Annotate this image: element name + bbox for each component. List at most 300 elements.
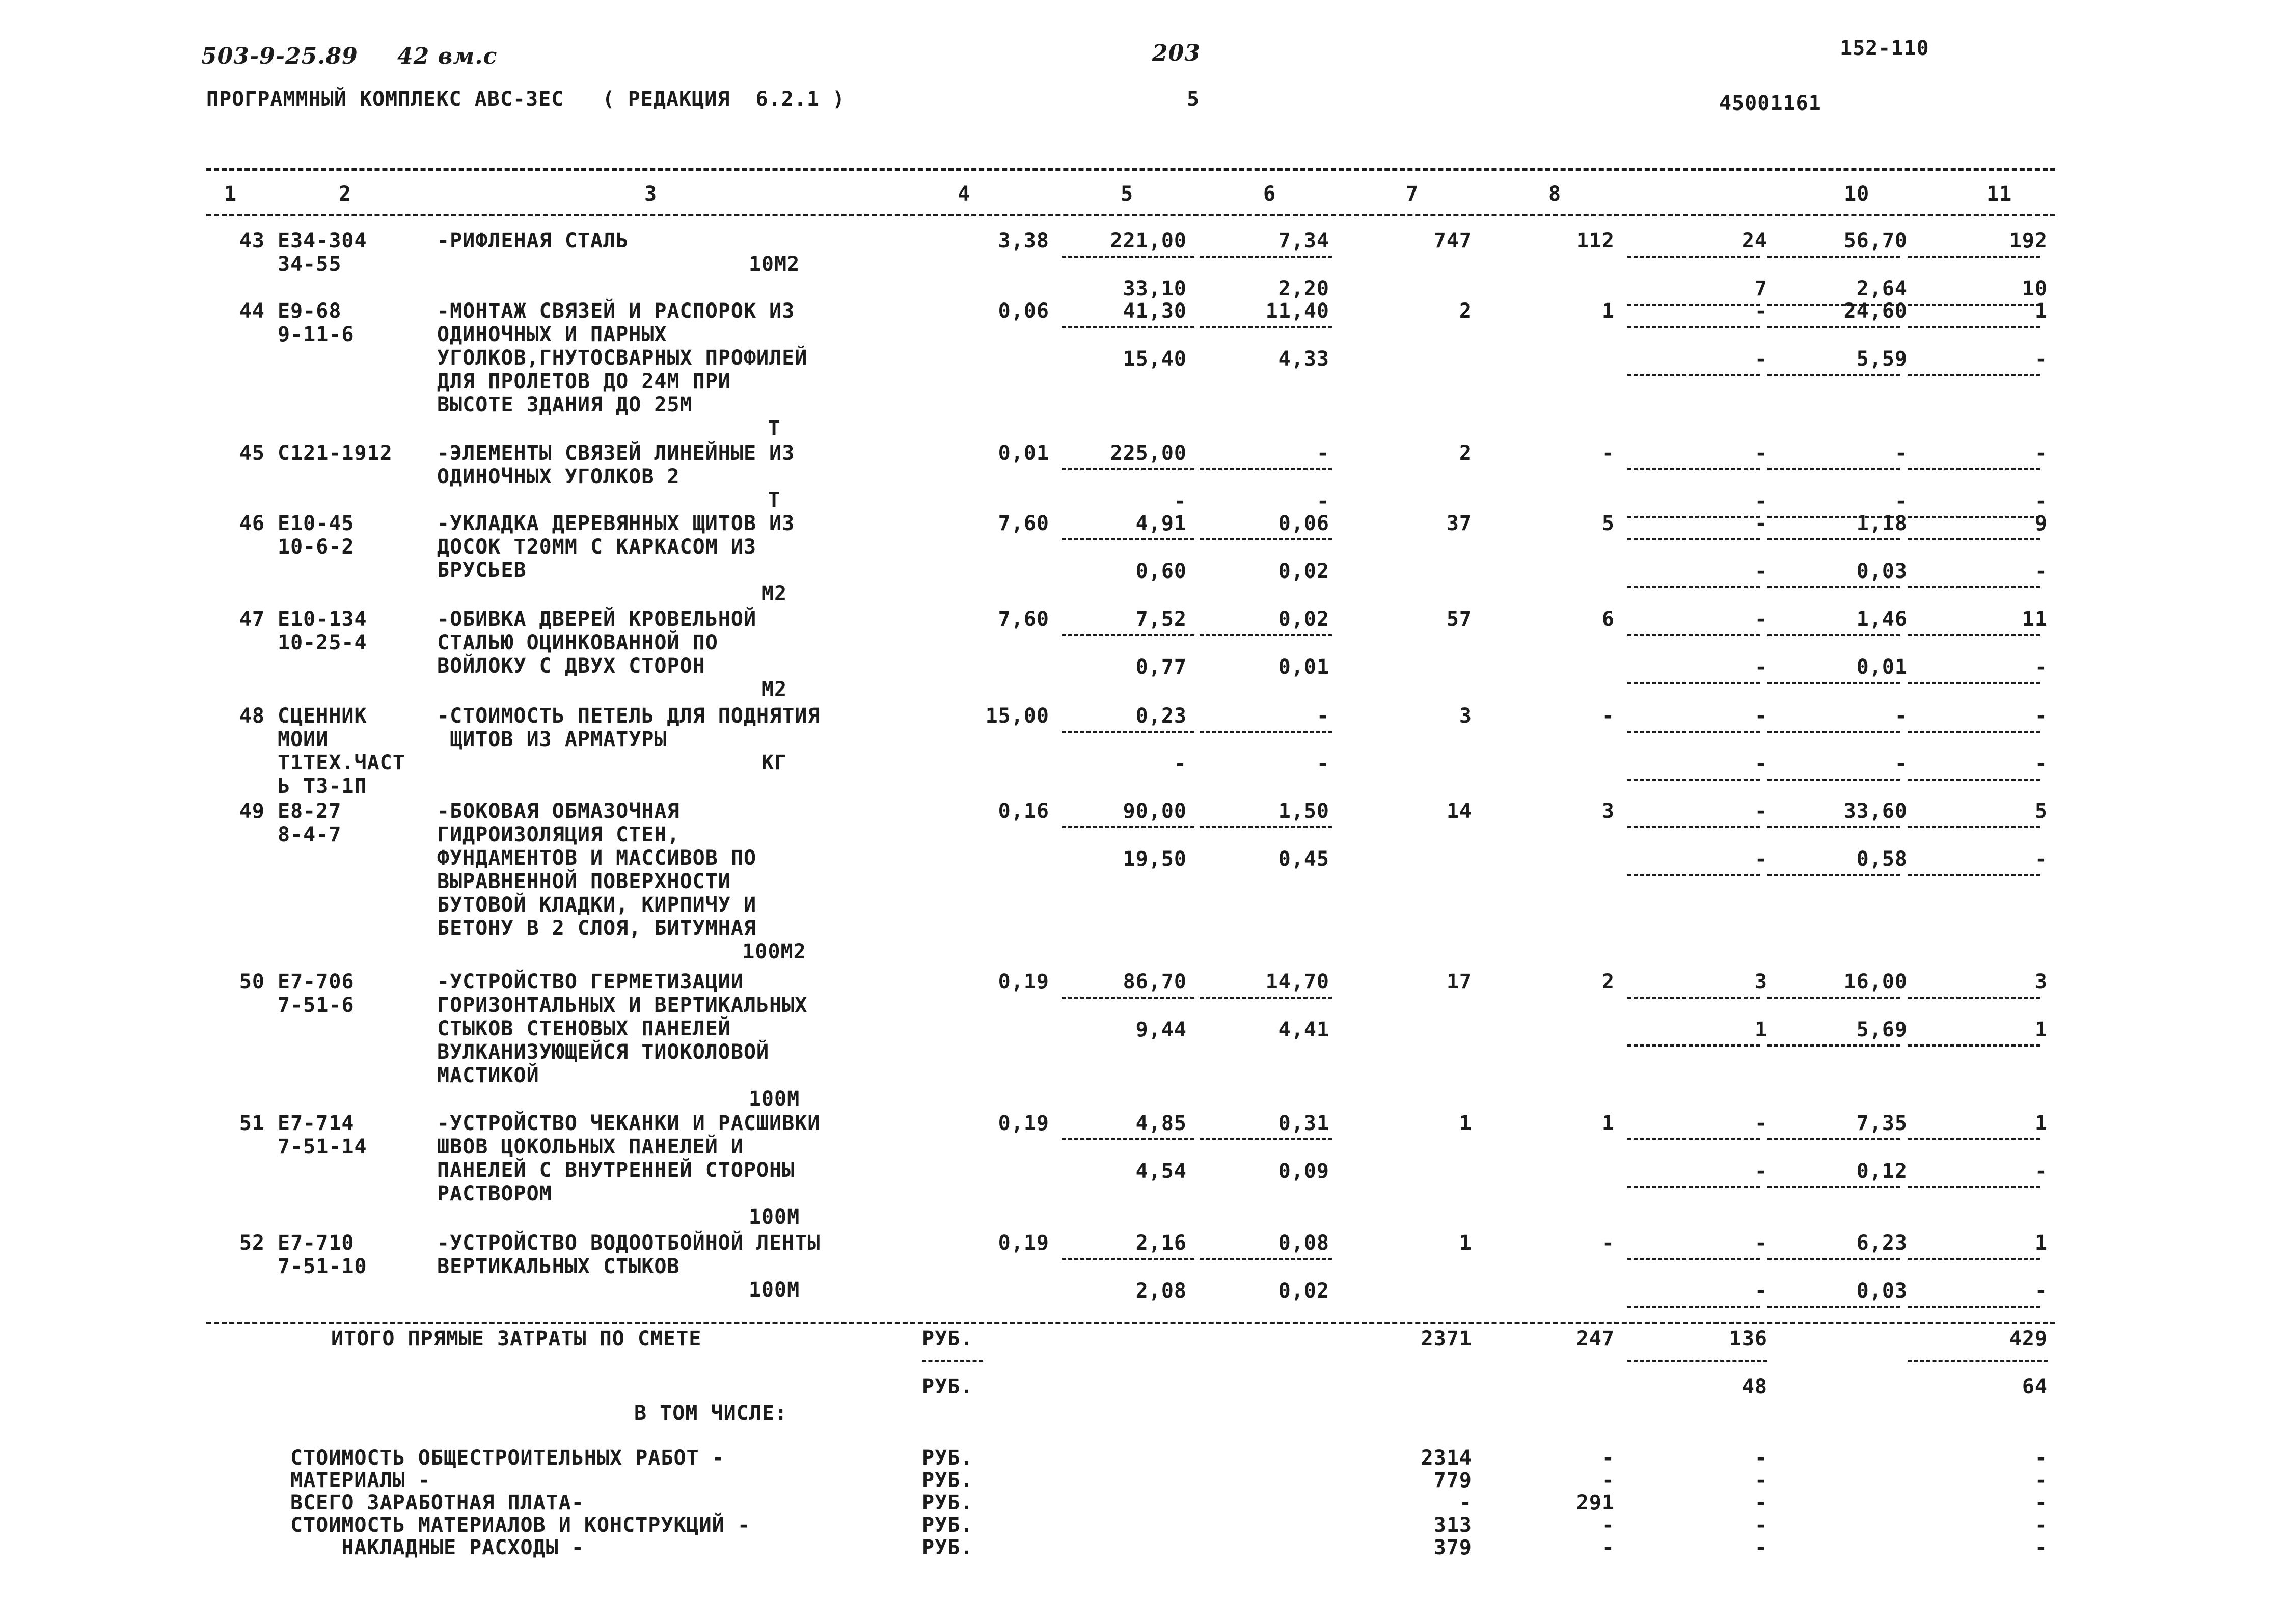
row-separator <box>1767 1258 1900 1260</box>
row-col10: 7,35 <box>1856 1112 1908 1135</box>
row-description: -СТОИМОСТЬ ПЕТЕЛЬ ДЛЯ ПОДНЯТИЯ <box>437 704 821 728</box>
row-code: Е10-134 <box>278 608 367 631</box>
row-separator <box>1200 1138 1332 1140</box>
row-col8: - <box>1601 1231 1615 1255</box>
breakdown-col9: - <box>1754 1536 1767 1559</box>
row-description: -МОНТАЖ СВЯЗЕЙ И РАСПОРОК ИЗ <box>437 299 795 323</box>
row-quantity: 3,38 <box>998 229 1049 253</box>
row-code: 9-11-6 <box>278 323 355 346</box>
row-quantity: 0,19 <box>998 1231 1049 1255</box>
totals-rule <box>206 1322 2055 1324</box>
row-col9-b: 7 <box>1754 277 1767 300</box>
row-separator <box>1767 468 1900 470</box>
row-separator <box>1627 586 1760 588</box>
row-col8: - <box>1601 704 1615 728</box>
row-separator <box>1908 468 2040 470</box>
row-col11-b: 1 <box>2034 1018 2048 1041</box>
row-col11: - <box>2034 442 2048 465</box>
row-separator <box>1908 538 2040 540</box>
row-col9: - <box>1754 704 1767 728</box>
row-unit: 100М <box>748 1278 800 1302</box>
row-code: Е7-706 <box>278 970 355 994</box>
row-description: -УСТРОЙСТВО ГЕРМЕТИЗАЦИИ <box>437 970 744 994</box>
row-separator <box>1200 468 1332 470</box>
totals-currency-2: РУБ. <box>922 1375 973 1398</box>
row-separator <box>1200 826 1332 828</box>
row-col6-b: - <box>1316 489 1329 513</box>
row-description: ДОСОК Т20ММ С КАРКАСОМ ИЗ <box>437 535 757 559</box>
totals-col11-b: 64 <box>2022 1375 2048 1398</box>
row-col5-b: 0,60 <box>1135 560 1187 583</box>
row-code: Е7-710 <box>278 1231 355 1255</box>
header-rule-top <box>206 168 2055 171</box>
row-col9-b: - <box>1754 560 1767 583</box>
row-separator <box>1200 1258 1332 1260</box>
row-description: -УКЛАДКА ДЕРЕВЯННЫХ ЩИТОВ ИЗ <box>437 512 795 535</box>
breakdown-col11: - <box>2034 1536 2048 1559</box>
breakdown-col9: - <box>1754 1446 1767 1470</box>
row-separator <box>1908 1044 2040 1047</box>
row-col9-b: - <box>1754 1160 1767 1183</box>
row-description: -ОБИВКА ДВЕРЕЙ КРОВЕЛЬНОЙ <box>437 608 757 631</box>
row-separator <box>1200 634 1332 636</box>
row-separator <box>1200 997 1332 999</box>
row-col7: 14 <box>1446 800 1472 823</box>
row-col7: 17 <box>1446 970 1472 994</box>
row-separator <box>1767 586 1900 588</box>
row-col5-b: 4,54 <box>1135 1160 1187 1183</box>
row-separator <box>1908 1138 2040 1140</box>
row-number: 48 <box>239 704 265 728</box>
row-col10: - <box>1894 442 1908 465</box>
row-number: 45 <box>239 442 265 465</box>
row-col7: 2 <box>1459 442 1472 465</box>
row-number: 49 <box>239 800 265 823</box>
row-separator <box>1767 997 1900 999</box>
row-separator <box>1062 1258 1194 1260</box>
row-col9: - <box>1754 512 1767 535</box>
column-header: 8 <box>1548 182 1562 206</box>
row-col11: 1 <box>2034 1112 2048 1135</box>
row-col11: 1 <box>2034 299 2048 323</box>
row-description: УГОЛКОВ,ГНУТОСВАРНЫХ ПРОФИЛЕЙ <box>437 346 808 370</box>
row-description: ВУЛКАНИЗУЮЩЕЙСЯ ТИОКОЛОВОЙ <box>437 1040 770 1064</box>
header-rule-bottom <box>206 214 2055 216</box>
row-description: БРУСЬЕВ <box>437 559 527 582</box>
row-number: 47 <box>239 608 265 631</box>
totals-underline <box>1627 1360 1767 1362</box>
row-separator <box>1908 779 2040 781</box>
totals-underline <box>1908 1360 2048 1362</box>
row-separator <box>1062 538 1194 540</box>
totals-underline <box>922 1360 983 1362</box>
row-col5: 4,85 <box>1135 1112 1187 1135</box>
breakdown-currency: РУБ. <box>922 1491 973 1515</box>
breakdown-label: СТОИМОСТЬ ОБЩЕСТРОИТЕЛЬНЫХ РАБОТ - <box>290 1446 725 1470</box>
row-unit: Т <box>768 488 781 512</box>
row-description: ЩИТОВ ИЗ АРМАТУРЫ <box>437 728 667 751</box>
row-col6: 0,02 <box>1278 608 1329 631</box>
row-separator <box>1200 326 1332 328</box>
row-separator <box>1627 682 1760 684</box>
breakdown-col7: 313 <box>1433 1513 1472 1537</box>
row-separator <box>1908 586 2040 588</box>
row-description: СТАЛЬЮ ОЦИНКОВАННОЙ ПО <box>437 631 718 654</box>
handwritten-document-ref: 503-9-25.89 <box>201 43 358 69</box>
row-col10: 56,70 <box>1843 229 1908 253</box>
row-number: 44 <box>239 299 265 323</box>
row-col9: 24 <box>1741 229 1767 253</box>
row-col5: 2,16 <box>1135 1231 1187 1255</box>
row-col11-b: 10 <box>2022 277 2048 300</box>
row-unit: М2 <box>761 582 787 605</box>
row-quantity: 0,19 <box>998 970 1049 994</box>
row-separator <box>1627 826 1760 828</box>
row-col10: 33,60 <box>1843 800 1908 823</box>
row-col5: 7,52 <box>1135 608 1187 631</box>
row-col11: 5 <box>2034 800 2048 823</box>
row-code: Е8-27 <box>278 800 342 823</box>
row-col11-b: - <box>2034 847 2048 871</box>
row-col6-b: 4,33 <box>1278 347 1329 371</box>
row-code: МОИИ <box>278 728 329 751</box>
totals-col9-b: 48 <box>1741 1375 1767 1398</box>
row-description: ФУНДАМЕНТОВ И МАССИВОВ ПО <box>437 846 757 870</box>
row-col5-b: 15,40 <box>1123 347 1187 371</box>
row-separator <box>1767 826 1900 828</box>
breakdown-currency: РУБ. <box>922 1536 973 1559</box>
row-col7: 3 <box>1459 704 1472 728</box>
row-separator <box>1908 682 2040 684</box>
row-description: ОДИНОЧНЫХ И ПАРНЫХ <box>437 323 667 346</box>
row-col9: - <box>1754 608 1767 631</box>
row-description: -РИФЛЕНАЯ СТАЛЬ <box>437 229 629 253</box>
row-code: Е9-68 <box>278 299 342 323</box>
row-code: 8-4-7 <box>278 823 342 846</box>
row-separator <box>1767 326 1900 328</box>
row-col9-b: - <box>1754 1279 1767 1303</box>
row-separator <box>1908 1258 2040 1260</box>
row-separator <box>1767 256 1900 258</box>
row-col9: - <box>1754 442 1767 465</box>
row-col10-b: 0,03 <box>1856 560 1908 583</box>
column-header: 2 <box>339 182 352 206</box>
row-code: СЦЕННИК <box>278 704 367 728</box>
breakdown-label: СТОИМОСТЬ МАТЕРИАЛОВ И КОНСТРУКЦИЙ - <box>290 1513 750 1537</box>
handwritten-page-number: 203 <box>1152 40 1201 66</box>
row-col6: 7,34 <box>1278 229 1329 253</box>
row-col10: - <box>1894 704 1908 728</box>
row-col10-b: 0,01 <box>1856 655 1908 679</box>
row-separator <box>1627 1306 1760 1308</box>
row-separator <box>1627 779 1760 781</box>
column-header: 11 <box>1986 182 2012 206</box>
row-separator <box>1908 1306 2040 1308</box>
row-col6-b: 0,09 <box>1278 1160 1329 1183</box>
row-description: ВОЙЛОКУ С ДВУХ СТОРОН <box>437 654 705 678</box>
row-col5-b: 0,77 <box>1135 655 1187 679</box>
row-separator <box>1767 538 1900 540</box>
row-col11: 192 <box>2009 229 2048 253</box>
row-separator <box>1627 326 1760 328</box>
row-col6: 11,40 <box>1265 299 1329 323</box>
row-separator <box>1908 256 2040 258</box>
row-separator <box>1767 1306 1900 1308</box>
row-separator <box>1062 731 1194 733</box>
row-col8: 2 <box>1601 970 1615 994</box>
row-col11-b: - <box>2034 752 2048 776</box>
row-col11: 9 <box>2034 512 2048 535</box>
row-description: -УСТРОЙСТВО ВОДООТБОЙНОЙ ЛЕНТЫ <box>437 1231 821 1255</box>
totals-label: ИТОГО ПРЯМЫЕ ЗАТРАТЫ ПО СМЕТЕ <box>331 1327 702 1351</box>
row-description: ГОРИЗОНТАЛЬНЫХ И ВЕРТИКАЛЬНЫХ <box>437 994 808 1017</box>
row-separator <box>1908 997 2040 999</box>
row-separator <box>1908 826 2040 828</box>
row-separator <box>1627 874 1760 876</box>
row-code: 10-6-2 <box>278 535 355 559</box>
row-description: -ЭЛЕМЕНТЫ СВЯЗЕЙ ЛИНЕЙНЫЕ ИЗ <box>437 442 795 465</box>
row-separator <box>1908 1186 2040 1188</box>
row-quantity: 7,60 <box>998 512 1049 535</box>
breakdown-col8: 291 <box>1576 1491 1615 1515</box>
row-quantity: 0,19 <box>998 1112 1049 1135</box>
row-col10-b: 2,64 <box>1856 277 1908 300</box>
breakdown-col8: - <box>1601 1536 1615 1559</box>
row-code: С121-1912 <box>278 442 393 465</box>
row-col11-b: - <box>2034 560 2048 583</box>
row-col8: 3 <box>1601 800 1615 823</box>
totals-col7: 2371 <box>1421 1327 1472 1351</box>
row-col6-b: 0,01 <box>1278 655 1329 679</box>
row-quantity: 0,16 <box>998 800 1049 823</box>
row-col10-b: 0,03 <box>1856 1279 1908 1303</box>
row-col5: 4,91 <box>1135 512 1187 535</box>
row-separator <box>1200 256 1332 258</box>
row-description: БЕТОНУ В 2 СЛОЯ, БИТУМНАЯ <box>437 917 757 940</box>
row-description: РАСТВОРОМ <box>437 1182 552 1205</box>
row-separator <box>1627 1044 1760 1047</box>
row-col11-b: - <box>2034 655 2048 679</box>
breakdown-col8: - <box>1601 1469 1615 1492</box>
row-separator <box>1200 538 1332 540</box>
row-col11-b: - <box>2034 1279 2048 1303</box>
row-col11: - <box>2034 704 2048 728</box>
row-col6-b: - <box>1316 752 1329 776</box>
row-col10-b: 0,58 <box>1856 847 1908 871</box>
row-col5-b: - <box>1174 752 1187 776</box>
row-code: 7-51-10 <box>278 1255 367 1278</box>
row-col8: 1 <box>1601 1112 1615 1135</box>
row-col5-b: 2,08 <box>1135 1279 1187 1303</box>
row-col8: 1 <box>1601 299 1615 323</box>
breakdown-col11: - <box>2034 1513 2048 1537</box>
row-description: ДЛЯ ПРОЛЕТОВ ДО 24М ПРИ <box>437 370 731 393</box>
row-col5-b: 9,44 <box>1135 1018 1187 1041</box>
row-separator <box>1627 634 1760 636</box>
breakdown-col7: - <box>1459 1491 1472 1515</box>
row-col6: 0,31 <box>1278 1112 1329 1135</box>
row-description: ОДИНОЧНЫХ УГОЛКОВ 2 <box>437 465 680 488</box>
row-separator <box>1062 634 1194 636</box>
row-number: 51 <box>239 1112 265 1135</box>
row-col7: 747 <box>1433 229 1472 253</box>
row-separator <box>1062 256 1194 258</box>
row-unit: 100М2 <box>742 940 806 964</box>
row-col7: 1 <box>1459 1231 1472 1255</box>
column-header: 7 <box>1406 182 1419 206</box>
row-separator <box>1627 256 1760 258</box>
row-col6: 14,70 <box>1265 970 1329 994</box>
row-description: ВЕРТИКАЛЬНЫХ СТЫКОВ <box>437 1255 680 1278</box>
row-number: 50 <box>239 970 265 994</box>
row-col10-b: - <box>1894 752 1908 776</box>
row-col9-b: - <box>1754 847 1767 871</box>
row-quantity: 15,00 <box>985 704 1049 728</box>
row-separator <box>1908 374 2040 376</box>
row-col9-b: - <box>1754 752 1767 776</box>
column-header: 6 <box>1263 182 1276 206</box>
row-col9: - <box>1754 299 1767 323</box>
totals-col11: 429 <box>2009 1327 2048 1351</box>
breakdown-label: НАКЛАДНЫЕ РАСХОДЫ - <box>290 1536 584 1559</box>
row-unit: КГ <box>761 751 787 775</box>
row-col5: 225,00 <box>1110 442 1187 465</box>
row-col7: 1 <box>1459 1112 1472 1135</box>
row-separator <box>1767 1138 1900 1140</box>
row-col10: 16,00 <box>1843 970 1908 994</box>
breakdown-col9: - <box>1754 1491 1767 1515</box>
row-col10: 1,46 <box>1856 608 1908 631</box>
row-col6-b: 0,02 <box>1278 1279 1329 1303</box>
row-separator <box>1767 374 1900 376</box>
breakdown-col11: - <box>2034 1446 2048 1470</box>
row-number: 52 <box>239 1231 265 1255</box>
row-col6-b: 0,45 <box>1278 847 1329 871</box>
totals-currency: РУБ. <box>922 1327 973 1351</box>
handwritten-note: 42 вм.с <box>397 43 498 69</box>
row-separator <box>1200 731 1332 733</box>
row-separator <box>1767 634 1900 636</box>
row-col11: 1 <box>2034 1231 2048 1255</box>
row-code: 10-25-4 <box>278 631 367 654</box>
row-col7: 57 <box>1446 608 1472 631</box>
row-code: Е7-714 <box>278 1112 355 1135</box>
including-label: В ТОМ ЧИСЛЕ: <box>634 1401 787 1425</box>
row-col9: 3 <box>1754 970 1767 994</box>
row-col5: 41,30 <box>1123 299 1187 323</box>
row-code: 7-51-14 <box>278 1135 367 1159</box>
row-col9: - <box>1754 1231 1767 1255</box>
row-separator <box>1062 997 1194 999</box>
row-col9-b: - <box>1754 655 1767 679</box>
row-col8: 5 <box>1601 512 1615 535</box>
row-description: БУТОВОЙ КЛАДКИ, КИРПИЧУ И <box>437 893 757 917</box>
row-col10-b: 5,59 <box>1856 347 1908 371</box>
row-description: ВЫРАВНЕННОЙ ПОВЕРХНОСТИ <box>437 870 731 893</box>
row-col8: 6 <box>1601 608 1615 631</box>
row-col6: 0,06 <box>1278 512 1329 535</box>
row-col6-b: 2,20 <box>1278 277 1329 300</box>
breakdown-currency: РУБ. <box>922 1469 973 1492</box>
breakdown-col11: - <box>2034 1491 2048 1515</box>
row-col5-b: - <box>1174 489 1187 513</box>
row-quantity: 7,60 <box>998 608 1049 631</box>
row-col9-b: - <box>1754 347 1767 371</box>
breakdown-label: МАТЕРИАЛЫ - <box>290 1469 431 1492</box>
row-col6: - <box>1316 704 1329 728</box>
row-col6: 0,08 <box>1278 1231 1329 1255</box>
row-col10-b: 0,12 <box>1856 1160 1908 1183</box>
row-col5: 0,23 <box>1135 704 1187 728</box>
row-description: ГИДРОИЗОЛЯЦИЯ СТЕН, <box>437 823 680 846</box>
row-separator <box>1062 326 1194 328</box>
row-separator <box>1767 874 1900 876</box>
row-col5: 221,00 <box>1110 229 1187 253</box>
row-col9: - <box>1754 1112 1767 1135</box>
row-separator <box>1767 1186 1900 1188</box>
row-separator <box>1908 731 2040 733</box>
row-separator <box>1767 731 1900 733</box>
row-col10-b: 5,69 <box>1856 1018 1908 1041</box>
top-right-stamp: 152-110 <box>1840 37 1929 60</box>
row-col10: 6,23 <box>1856 1231 1908 1255</box>
breakdown-col7: 2314 <box>1421 1446 1472 1470</box>
breakdown-label: ВСЕГО ЗАРАБОТНАЯ ПЛАТА- <box>290 1491 584 1515</box>
breakdown-col9: - <box>1754 1513 1767 1537</box>
row-separator <box>1908 326 2040 328</box>
row-col8: 112 <box>1576 229 1615 253</box>
row-col5: 90,00 <box>1123 800 1187 823</box>
row-separator <box>1767 779 1900 781</box>
row-code: Е10-45 <box>278 512 355 535</box>
row-separator <box>1627 468 1760 470</box>
row-separator <box>1062 1138 1194 1140</box>
row-col7: 37 <box>1446 512 1472 535</box>
program-title: ПРОГРАММНЫЙ КОМПЛЕКС АВС-3ЕС ( РЕДАКЦИЯ 6.2.1 ) <box>206 88 846 111</box>
row-quantity: 0,01 <box>998 442 1049 465</box>
column-header: 10 <box>1844 182 1870 206</box>
row-description: СТЫКОВ СТЕНОВЫХ ПАНЕЛЕЙ <box>437 1017 731 1040</box>
row-code: 34-55 <box>278 253 342 276</box>
row-separator <box>1627 538 1760 540</box>
row-col5: 86,70 <box>1123 970 1187 994</box>
row-separator <box>1627 731 1760 733</box>
row-col9-b: - <box>1754 489 1767 513</box>
row-col10-b: - <box>1894 489 1908 513</box>
row-separator <box>1767 1044 1900 1047</box>
row-col5-b: 33,10 <box>1123 277 1187 300</box>
totals-col9: 136 <box>1729 1327 1767 1351</box>
breakdown-col11: - <box>2034 1469 2048 1492</box>
column-header: 5 <box>1121 182 1134 206</box>
row-number: 43 <box>239 229 265 253</box>
sheet-number: 5 <box>1187 88 1200 111</box>
row-unit: 10М2 <box>748 253 800 276</box>
row-description: -БОКОВАЯ ОБМАЗОЧНАЯ <box>437 800 680 823</box>
row-col5-b: 19,50 <box>1123 847 1187 871</box>
row-separator <box>1627 374 1760 376</box>
row-col11-b: - <box>2034 1160 2048 1183</box>
row-description: -УСТРОЙСТВО ЧЕКАНКИ И РАСШИВКИ <box>437 1112 821 1135</box>
row-separator <box>1627 1258 1760 1260</box>
row-col7: 2 <box>1459 299 1472 323</box>
document-code: 45001161 <box>1719 92 1821 115</box>
column-header: 4 <box>958 182 971 206</box>
row-code: 7-51-6 <box>278 994 355 1017</box>
row-separator <box>1062 468 1194 470</box>
row-separator <box>1062 826 1194 828</box>
row-unit: М2 <box>761 678 787 701</box>
